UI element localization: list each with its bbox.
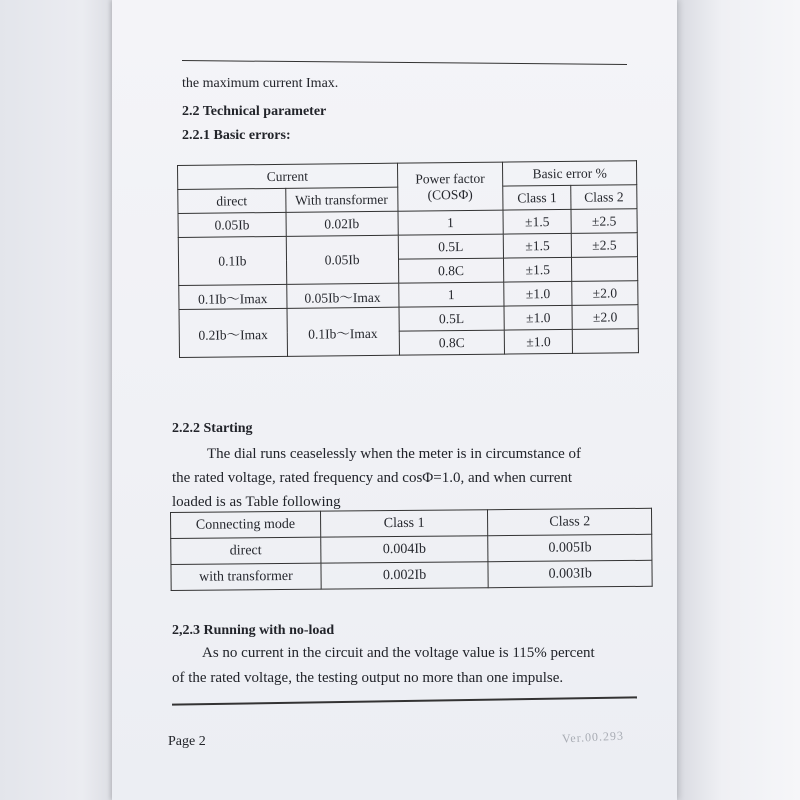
cell-class2: 0.003Ib bbox=[488, 560, 652, 587]
noload-para-line-1: As no current in the circuit and the voltage value is 115% percent bbox=[202, 645, 595, 661]
header-class2: Class 2 bbox=[571, 185, 637, 210]
cell-class2-empty bbox=[572, 329, 638, 354]
cell-class1: ±1.0 bbox=[504, 281, 572, 306]
header-class1: Class 1 bbox=[320, 510, 488, 537]
cell-mode: with transformer bbox=[171, 563, 321, 590]
header-power-factor: Power factor (COSΦ) bbox=[397, 162, 503, 211]
cell-pf: 1 bbox=[398, 282, 504, 307]
cell-direct: 0.1Ib～Imax bbox=[179, 284, 287, 309]
cell-class1: ±1.5 bbox=[503, 209, 571, 234]
starting-current-table bbox=[170, 508, 653, 591]
starting-para-line-1: The dial runs ceaselessly when the meter is in circumstance of bbox=[207, 446, 582, 462]
subsection-no-load: 2,2.3 Running with no-load bbox=[172, 623, 335, 638]
top-rule bbox=[182, 60, 627, 65]
cell-class1: ±1.5 bbox=[503, 233, 571, 258]
cell-class1: ±1.0 bbox=[504, 305, 572, 330]
subsection-basic-errors: 2.2.1 Basic errors: bbox=[182, 128, 291, 143]
cell-direct: 0.1Ib bbox=[178, 236, 286, 285]
header-basic-error: Basic error % bbox=[503, 161, 637, 186]
table-row bbox=[171, 560, 652, 590]
header-class1: Class 1 bbox=[503, 185, 571, 210]
cell-direct: 0.05Ib bbox=[178, 212, 286, 237]
cell-pf: 0.8C bbox=[399, 330, 505, 355]
page-number: Page 2 bbox=[168, 734, 206, 749]
cell-class1: ±1.5 bbox=[504, 257, 572, 282]
cell-direct: 0.2Ib～Imax bbox=[179, 308, 287, 357]
cell-class2: ±2.5 bbox=[571, 209, 637, 234]
lead-line: the maximum current Imax. bbox=[182, 76, 339, 91]
header-with-transformer: With transformer bbox=[285, 187, 397, 212]
header-current: Current bbox=[178, 163, 398, 189]
cell-class1: 0.004Ib bbox=[320, 536, 488, 563]
cell-pf: 0.8C bbox=[398, 258, 504, 283]
cell-transformer: 0.05Ib～Imax bbox=[286, 283, 398, 308]
cell-transformer: 0.02Ib bbox=[286, 211, 398, 236]
cell-class2: 0.005Ib bbox=[488, 534, 652, 561]
cell-class2: ±2.0 bbox=[572, 305, 638, 330]
cell-class2: ±2.0 bbox=[572, 281, 638, 306]
starting-para-line-3: loaded is as Table following bbox=[172, 494, 341, 510]
cell-transformer: 0.1Ib～Imax bbox=[287, 307, 399, 356]
bottom-rule bbox=[172, 696, 637, 705]
cell-class2-empty bbox=[572, 257, 638, 282]
cell-mode: direct bbox=[171, 537, 321, 564]
manual-page bbox=[112, 0, 677, 800]
header-class2: Class 2 bbox=[488, 508, 652, 535]
header-direct: direct bbox=[178, 188, 286, 213]
cell-class1: ±1.0 bbox=[504, 329, 572, 354]
section-title: 2.2 Technical parameter bbox=[182, 104, 327, 119]
cell-transformer: 0.05Ib bbox=[286, 235, 398, 284]
faint-mark: Ver.00.293 bbox=[561, 728, 625, 746]
basic-errors-table bbox=[177, 160, 639, 358]
header-connecting-mode: Connecting mode bbox=[171, 511, 321, 538]
cell-pf: 0.5L bbox=[398, 234, 504, 259]
page-content bbox=[172, 0, 657, 800]
cell-pf: 1 bbox=[397, 210, 503, 235]
cell-class1: 0.002Ib bbox=[321, 562, 489, 589]
noload-para-line-2: of the rated voltage, the testing output no more than one impulse. bbox=[172, 670, 564, 686]
background-left bbox=[0, 0, 118, 800]
background-right-page bbox=[670, 0, 800, 800]
cell-class2: ±2.5 bbox=[571, 233, 637, 258]
starting-para-line-2: the rated voltage, rated frequency and cosΦ=1.0, and when current bbox=[172, 470, 573, 486]
subsection-starting: 2.2.2 Starting bbox=[172, 421, 253, 436]
cell-pf: 0.5L bbox=[399, 306, 505, 331]
